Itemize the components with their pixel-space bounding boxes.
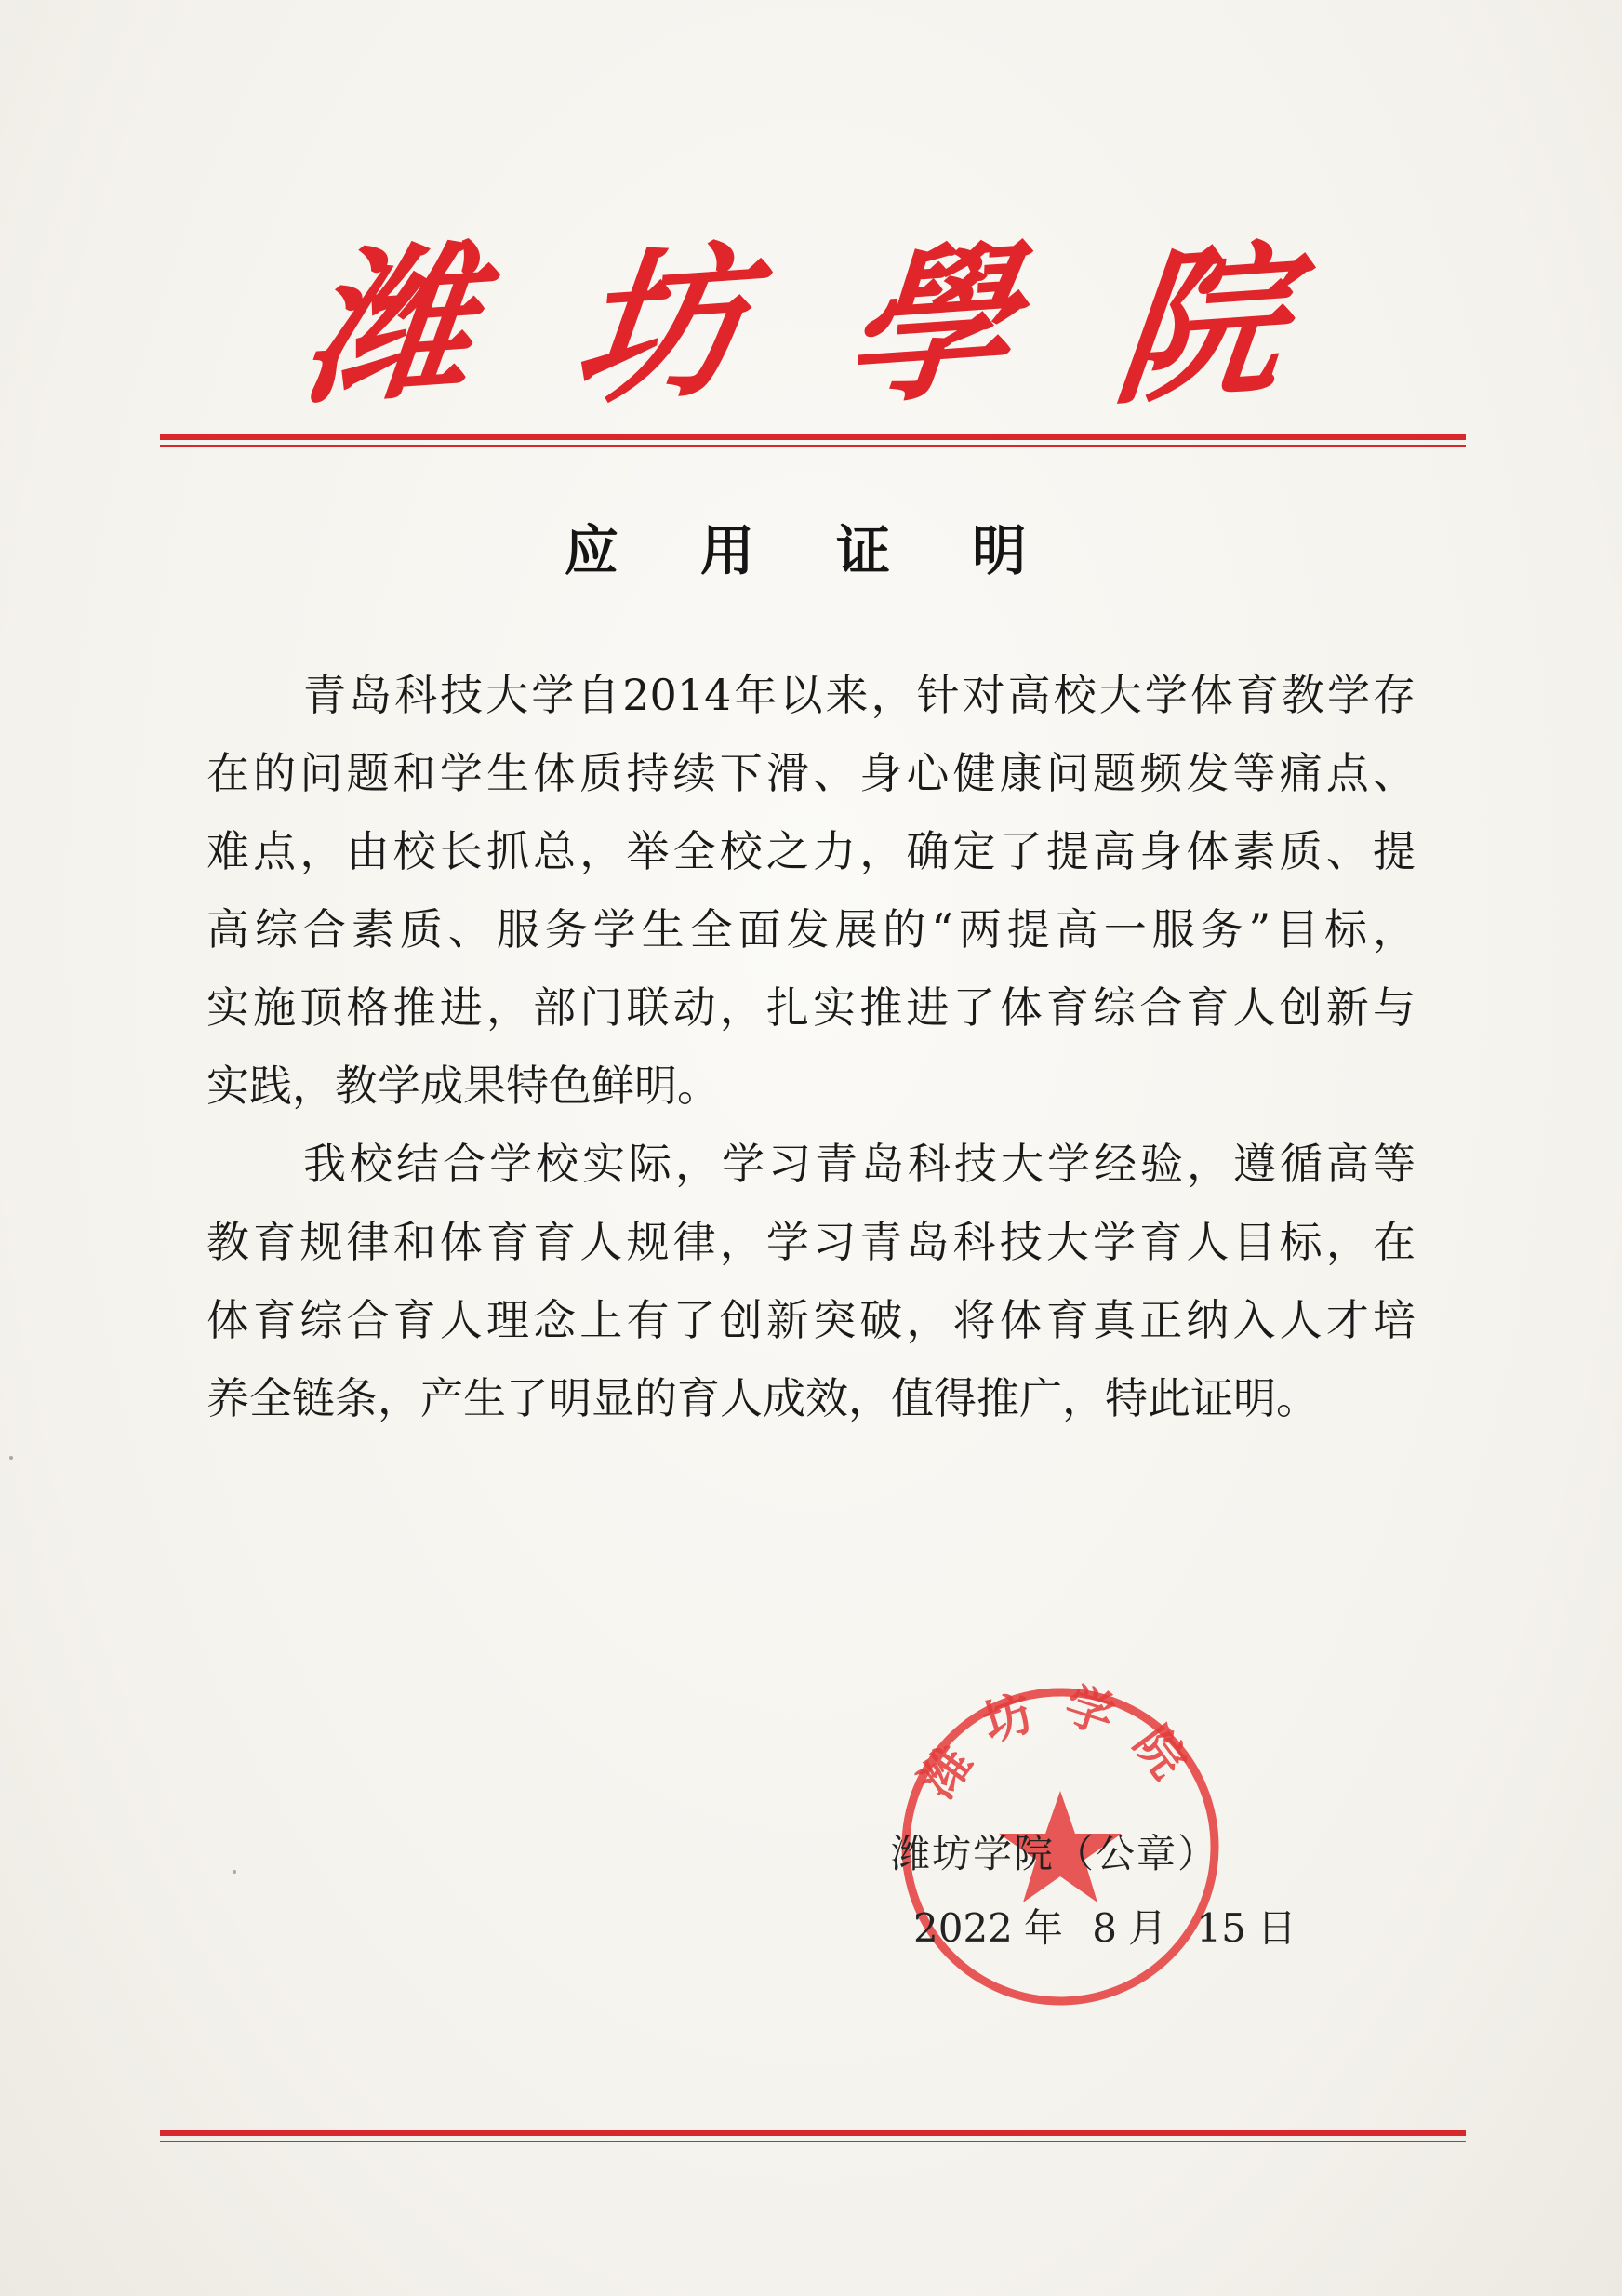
scan-speck [9, 1456, 13, 1460]
letterhead-char: 院 [1107, 222, 1295, 428]
footer-divider-thin [160, 2141, 1466, 2142]
document-title: 应 用 证 明 [564, 519, 1058, 582]
text-line: 教育规律和体育育人规律，学习青岛科技大学育人目标，在 [206, 1217, 1416, 1267]
signing-organization: 潍坊学院（公章） [891, 1831, 1219, 1876]
letterhead-char: 學 [836, 222, 1025, 428]
letterhead-char: 潍 [296, 222, 485, 428]
seal-arc-text: 潍坊学院 [909, 1679, 1212, 1809]
text-line: 养全链条，产生了明显的育人成效，值得推广，特此证明。 [206, 1373, 1319, 1423]
paragraph [206, 1125, 1416, 1437]
scan-speck [233, 1870, 236, 1874]
date-day: 15 [1196, 1905, 1246, 1951]
text-line: 青岛科技大学自2014年以来，针对高校大学体育教学存 [303, 670, 1416, 720]
footer-divider-thick [160, 2130, 1466, 2136]
text-line: 难点，由校长抓总，举全校之力，确定了提高身体素质、提 [206, 826, 1416, 876]
text-line: 我校结合学校实际，学习青岛科技大学经验，遵循高等 [303, 1139, 1416, 1189]
signing-date [913, 1898, 1308, 1954]
date-month: 8 [1092, 1905, 1117, 1951]
text-line: 高综合素质、服务学生全面发展的“两提高一服务”目标， [206, 904, 1416, 954]
text-line: 体育综合育人理念上有了创新突破，将体育真正纳入人才培 [206, 1295, 1416, 1345]
header-divider-thick [160, 434, 1466, 440]
svg-text:潍坊学院 [909, 1679, 1212, 1809]
text-line: 在的问题和学生体质持续下滑、身心健康问题频发等痛点、 [206, 748, 1416, 798]
header-divider-thin [160, 445, 1466, 447]
date-month-unit: 月 [1128, 1905, 1168, 1951]
date-year: 2022 [913, 1905, 1013, 1951]
document-body [206, 656, 1416, 1437]
letterhead-char: 坊 [565, 222, 754, 428]
paragraph [206, 656, 1416, 1125]
letterhead-logo [296, 219, 1295, 433]
date-year-unit: 年 [1023, 1905, 1063, 1951]
date-day-unit: 日 [1256, 1905, 1296, 1951]
text-line: 实践，教学成果特色鲜明。 [206, 1061, 720, 1111]
text-line: 实施顶格推进，部门联动，扎实推进了体育综合育人创新与 [206, 982, 1416, 1033]
